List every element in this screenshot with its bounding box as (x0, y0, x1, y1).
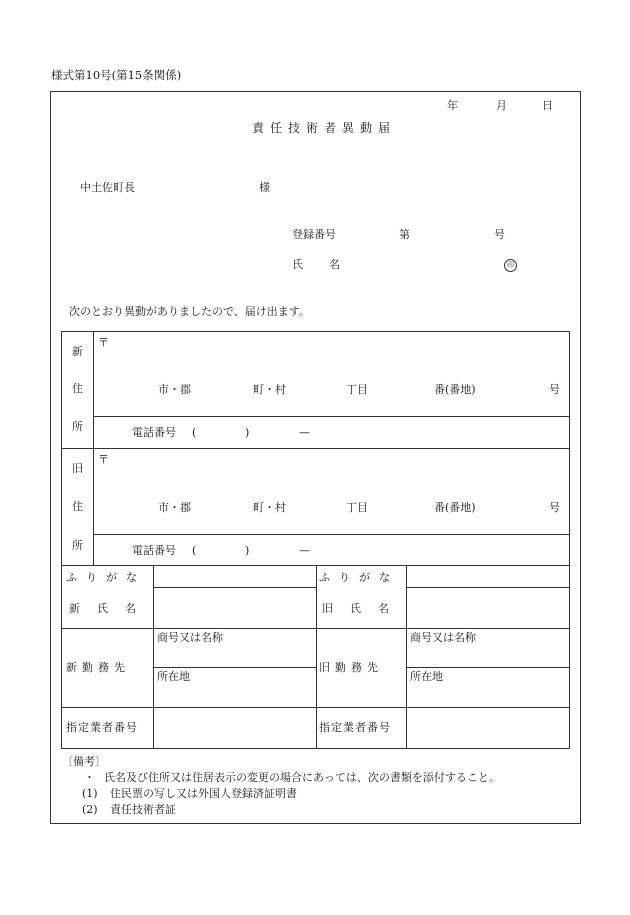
new-trade-name-label: 商号又は名称 (157, 631, 223, 644)
new-phone-paren-close: ) (245, 426, 250, 439)
statement-text: 次のとおり異動がありましたので、届け出ます。 (69, 305, 310, 318)
old-address-char-3: 所 (72, 539, 83, 552)
notes-heading: 〔備考〕 (62, 755, 106, 768)
old-phone-paren-open: ( (192, 544, 197, 557)
date-month: 月 (496, 99, 507, 112)
date-year: 年 (447, 99, 458, 112)
old-chome-label: 丁目 (346, 501, 368, 514)
applicant-name-label-2: 名 (329, 258, 340, 271)
notes-line-1: 氏名及び住所又は住居表示の変更の場合にあっては、次の書類を添付すること。 (104, 771, 500, 784)
notes-item-2-number: (2) (82, 803, 98, 816)
new-phone-paren-open: ( (192, 426, 197, 439)
new-workplace-label: 新勤務先 (66, 661, 130, 674)
new-chome-label: 丁目 (346, 383, 368, 396)
addressee-name: 中土佐町長 (80, 181, 135, 194)
notes-item-1-number: (1) (82, 787, 98, 800)
new-phone-label: 電話番号 (132, 426, 176, 439)
old-town-label: 町・村 (253, 501, 286, 514)
old-location-label: 所在地 (410, 670, 443, 683)
new-town-label: 町・村 (253, 383, 286, 396)
old-phone-label: 電話番号 (132, 544, 176, 557)
old-address-char-2: 住 (72, 500, 83, 513)
old-designated-number-label: 指定業者番号 (319, 721, 391, 734)
new-phone-dash: — (299, 426, 310, 439)
registration-dai: 第 (399, 228, 410, 241)
old-banchi-label: 番(番地) (434, 501, 476, 514)
notes-bullet: ・ (84, 771, 95, 784)
date-day: 日 (542, 99, 553, 112)
old-trade-name-label: 商号又は名称 (410, 631, 476, 644)
new-address-char-3: 所 (72, 420, 83, 433)
new-postal-mark: 〒 (98, 336, 109, 349)
notes-item-2: 責任技術者証 (110, 803, 176, 816)
old-city-label: 市・郡 (158, 501, 191, 514)
old-go-label: 号 (549, 501, 560, 514)
old-phone-dash: — (299, 544, 310, 557)
new-go-label: 号 (549, 383, 560, 396)
old-phone-paren-close: ) (245, 544, 250, 557)
old-name-label: 旧氏名 (322, 602, 406, 615)
seal-icon: 印 (504, 258, 517, 272)
form-title: 責任技術者異動届 (252, 121, 397, 135)
new-address-char-1: 新 (72, 345, 83, 358)
addressee-honorific: 様 (259, 181, 270, 194)
old-workplace-label: 旧勤務先 (319, 661, 383, 674)
new-banchi-label: 番(番地) (434, 383, 476, 396)
new-location-label: 所在地 (157, 670, 190, 683)
registration-go: 号 (494, 228, 505, 241)
old-postal-mark: 〒 (98, 453, 109, 466)
new-city-label: 市・郡 (158, 383, 191, 396)
new-designated-number-label: 指定業者番号 (66, 721, 138, 734)
form-number: 様式第10号(第15条関係) (51, 68, 182, 82)
new-name-label: 新氏名 (69, 602, 153, 615)
old-address-char-1: 旧 (72, 462, 83, 475)
old-furigana-label: ふりがな (319, 571, 399, 584)
new-address-char-2: 住 (72, 382, 83, 395)
applicant-name-label-1: 氏 (292, 258, 303, 271)
registration-number-label: 登録番号 (292, 228, 336, 241)
notes-item-1: 住民票の写し又は外国人登録済証明書 (110, 787, 297, 800)
new-furigana-label: ふりがな (66, 571, 146, 584)
